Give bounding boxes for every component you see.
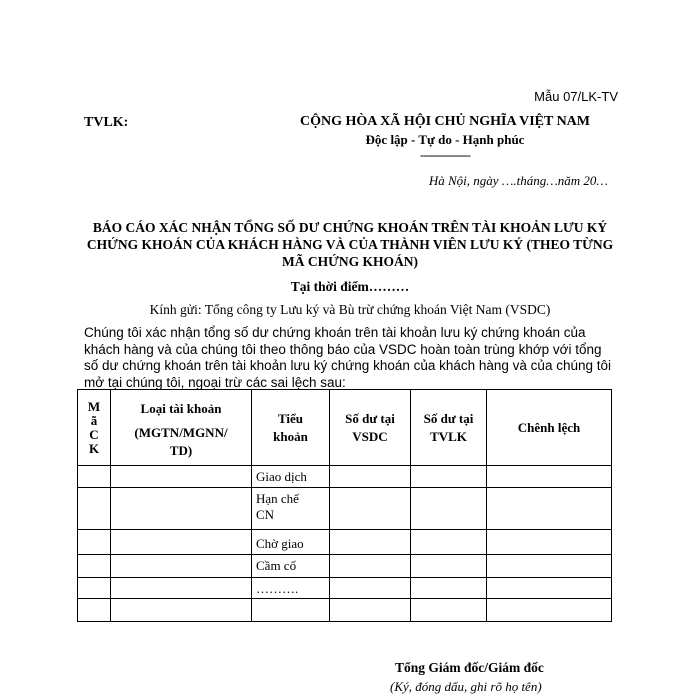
national-header bbox=[290, 114, 600, 161]
table-row bbox=[78, 488, 612, 530]
cell-tvlk bbox=[411, 578, 487, 599]
header-ma-ck-char: M bbox=[87, 398, 101, 414]
cell-difference bbox=[487, 599, 612, 622]
header-ma-ck bbox=[78, 390, 111, 466]
cell-ma-ck bbox=[78, 530, 111, 555]
cell-account-type bbox=[111, 466, 252, 488]
cell-vsdc bbox=[330, 599, 411, 622]
signature-note: (Ký, đóng dấu, ghi rõ họ tên) bbox=[390, 679, 542, 694]
header-vsdc-balance: Số dư tại VSDC bbox=[330, 390, 411, 466]
cell-account-type bbox=[111, 578, 252, 599]
cell-sub-account bbox=[252, 488, 330, 530]
header-ma-ck-char: K bbox=[88, 440, 100, 456]
header-account-type-line2: (MGTN/MGNN/ TD) bbox=[134, 425, 228, 458]
form-code: Mẫu 07/LK-TV bbox=[534, 89, 618, 104]
header-difference: Chênh lệch bbox=[487, 390, 612, 466]
table-header-row bbox=[78, 390, 612, 466]
discrepancy-table bbox=[77, 389, 612, 622]
cell-ma-ck bbox=[78, 466, 111, 488]
header-tvlk-balance: Số dư tại TVLK bbox=[411, 390, 487, 466]
cell-tvlk bbox=[411, 488, 487, 530]
cell-tvlk bbox=[411, 599, 487, 622]
cell-ma-ck bbox=[78, 599, 111, 622]
document-title: BÁO CÁO XÁC NHẬN TỔNG SỐ DƯ CHỨNG KHOÁN TRÊN TÀI KHOẢN LƯU KÝ CHỨNG KHOÁN CỦA KHÁCH HÀNG VÀ CỦA THÀNH VIÊN LƯU KÝ (THEO TỪNG MÃ CHỨNG KHOÁN) bbox=[86, 220, 614, 269]
cell-sub-account: Giao dịch bbox=[252, 466, 330, 488]
body-paragraph: Chúng tôi xác nhận tổng số dư chứng khoán trên tài khoản lưu ký chứng khoán của khách hàng và của chúng tôi theo thông báo của VSDC hoàn toàn trùng khớp với tổng số dư chứng khoán trên tài khoản lưu ký chứng khoán của khách hàng và của chúng tôi mở tại chúng tôi, ngoại trừ các sai lệch sau: bbox=[84, 325, 611, 390]
signature-title: Tổng Giám đốc/Giám đốc bbox=[395, 660, 544, 675]
org-label: TVLK: bbox=[84, 115, 129, 130]
cell-vsdc bbox=[330, 466, 411, 488]
cell-ma-ck bbox=[78, 555, 111, 578]
table-row bbox=[78, 530, 612, 555]
nation-motto: Độc lập - Tự do - Hạnh phúc bbox=[365, 132, 525, 147]
cell-difference bbox=[487, 530, 612, 555]
cell-sub-account: Cầm cố bbox=[252, 555, 330, 578]
time-point: Tại thời điểm……… bbox=[290, 279, 410, 294]
cell-account-type bbox=[111, 599, 252, 622]
cell-ma-ck bbox=[78, 488, 111, 530]
sub-account-text: Hạn chế CN bbox=[256, 491, 299, 522]
table-row bbox=[78, 599, 612, 622]
cell-account-type bbox=[111, 555, 252, 578]
cell-tvlk bbox=[411, 555, 487, 578]
header-account-type bbox=[111, 390, 252, 466]
table-row bbox=[78, 466, 612, 488]
recipient: Kính gửi: Tổng công ty Lưu ký và Bù trừ chứng khoán Việt Nam (VSDC) bbox=[149, 302, 551, 317]
cell-account-type bbox=[111, 488, 252, 530]
cell-ma-ck bbox=[78, 578, 111, 599]
header-account-type-line1: Loại tài khoản bbox=[140, 401, 222, 416]
header-sub-account: Tiểu khoản bbox=[252, 390, 330, 466]
cell-tvlk bbox=[411, 466, 487, 488]
cell-sub-account bbox=[252, 599, 330, 622]
cell-vsdc bbox=[330, 578, 411, 599]
cell-tvlk bbox=[411, 530, 487, 555]
header-ma-ck-char: C bbox=[89, 426, 99, 442]
cell-difference bbox=[487, 488, 612, 530]
cell-difference bbox=[487, 466, 612, 488]
table-row bbox=[78, 578, 612, 599]
cell-vsdc bbox=[330, 488, 411, 530]
cell-difference bbox=[487, 578, 612, 599]
place-date: Hà Nội, ngày ….tháng…năm 20… bbox=[428, 173, 608, 188]
cell-difference bbox=[487, 555, 612, 578]
cell-sub-account: Chờ giao bbox=[252, 530, 330, 555]
cell-vsdc bbox=[330, 555, 411, 578]
cell-account-type bbox=[111, 530, 252, 555]
table-row bbox=[78, 555, 612, 578]
nation-divider: --------------- bbox=[420, 147, 470, 162]
nation-name: CỘNG HÒA XÃ HỘI CHỦ NGHĨA VIỆT NAM bbox=[299, 114, 590, 129]
header-ma-ck-char: ã bbox=[90, 412, 98, 428]
cell-vsdc bbox=[330, 530, 411, 555]
cell-sub-account: ………. bbox=[252, 578, 330, 599]
